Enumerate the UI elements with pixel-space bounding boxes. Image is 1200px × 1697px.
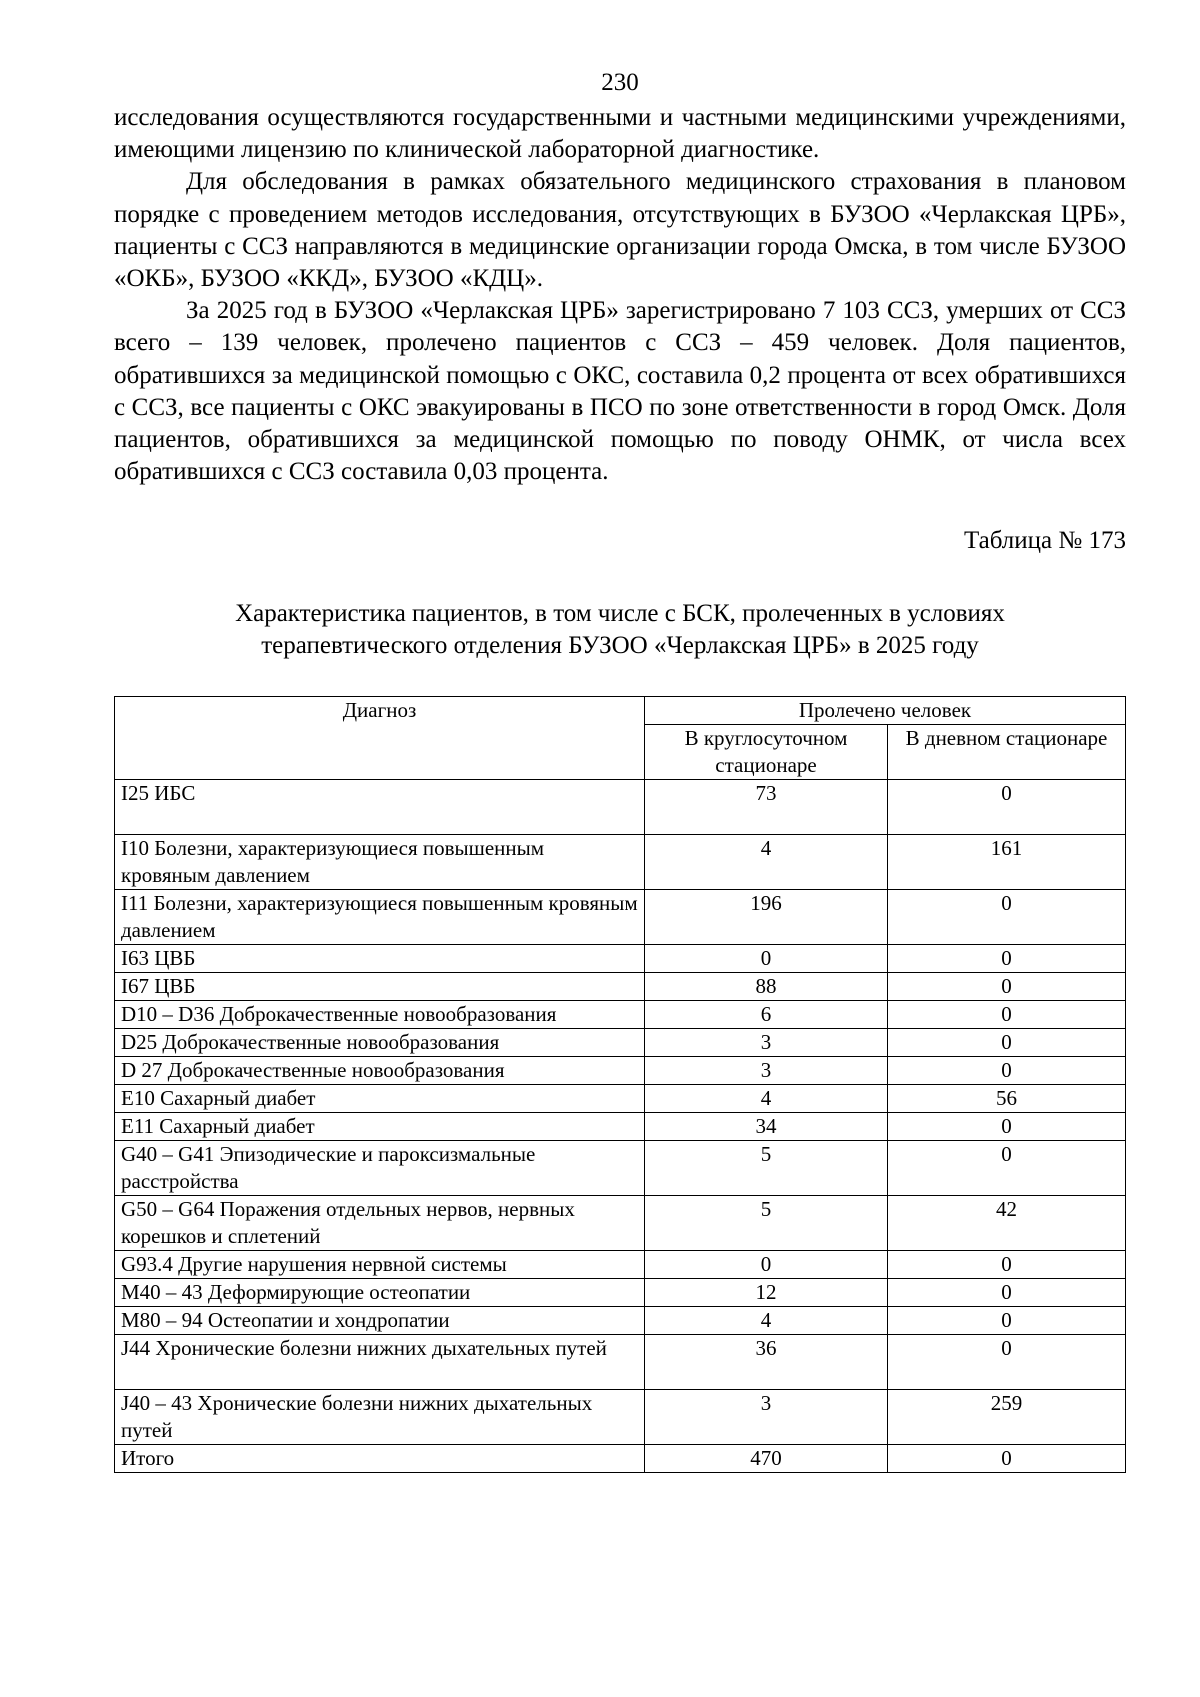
table-number: Таблица № 173 [963, 527, 1126, 555]
cell-round-clock: 12 [645, 1279, 888, 1307]
table-row [115, 1445, 1126, 1473]
cell-diagnosis: J44 Хронические болезни нижних дыхательных путей [115, 1335, 645, 1390]
cell-day: 0 [888, 1141, 1126, 1196]
cell-round-clock: 73 [645, 780, 888, 835]
table-row [115, 1085, 1126, 1113]
table-row [115, 945, 1126, 973]
table-row [115, 1251, 1126, 1279]
cell-diagnosis: I67 ЦВБ [115, 973, 645, 1001]
table-row [115, 780, 1126, 835]
cell-diagnosis: G50 – G64 Поражения отдельных нервов, нервных корешков и сплетений [115, 1196, 645, 1251]
paragraph-statistics: За 2025 год в БУЗОО «Черлакская ЦРБ» зарегистрировано 7 103 ССЗ, умерших от ССЗ всего – 139 человек, пролечено пациентов с ССЗ – 459 человек. Доля пациентов, обратившихся за медицинской помощью с ОКС, составила 0,2 процента от всех обратившихся с ССЗ, все пациенты с ОКС эвакуированы в ПСО по зоне ответственности в город Омск. Доля пациентов, обратившихся за медицинской помощью по поводу ОНМК, от числа всех обратившихся с ССЗ составила 0,03 процента. [114, 297, 1126, 486]
cell-round-clock: 5 [645, 1141, 888, 1196]
cell-round-clock: 196 [645, 890, 888, 945]
header-round-clock: В круглосуточном стационаре [645, 725, 888, 780]
cell-diagnosis: М80 – 94 Остеопатии и хондропатии [115, 1307, 645, 1335]
cell-round-clock: 6 [645, 1001, 888, 1029]
cell-round-clock: 470 [645, 1445, 888, 1473]
cell-round-clock: 88 [645, 973, 888, 1001]
cell-round-clock: 3 [645, 1029, 888, 1057]
cell-day: 0 [888, 1251, 1126, 1279]
cell-day: 0 [888, 1279, 1126, 1307]
cell-day: 42 [888, 1196, 1126, 1251]
table-title-line-1: Характеристика пациентов, в том числе с БСК, пролеченных в условиях [235, 600, 1005, 628]
table-row [115, 835, 1126, 890]
cell-day: 0 [888, 780, 1126, 835]
cell-round-clock: 3 [645, 1390, 888, 1445]
cell-day: 0 [888, 890, 1126, 945]
patients-table [114, 696, 1126, 1473]
cell-round-clock: 5 [645, 1196, 888, 1251]
cell-day: 161 [888, 835, 1126, 890]
table-row [115, 1057, 1126, 1085]
cell-round-clock: 4 [645, 835, 888, 890]
table-row [115, 1113, 1126, 1141]
cell-diagnosis: D25 Доброкачественные новообразования [115, 1029, 645, 1057]
cell-round-clock: 34 [645, 1113, 888, 1141]
header-treated: Пролечено человек [645, 697, 1126, 725]
paragraph-continuation: исследования осуществляются государственными и частными медицинскими учреждениями, имеющими лицензию по клинической лабораторной диагностике. [114, 104, 1126, 164]
table-row [115, 1335, 1126, 1390]
cell-diagnosis: Итого [115, 1445, 645, 1473]
cell-round-clock: 3 [645, 1057, 888, 1085]
cell-diagnosis: G93.4 Другие нарушения нервной системы [115, 1251, 645, 1279]
table-title [114, 598, 1126, 662]
table-row [115, 1390, 1126, 1445]
table-row [115, 1029, 1126, 1057]
cell-day: 56 [888, 1085, 1126, 1113]
cell-diagnosis: I11 Болезни, характеризующиеся повышенным кровяным давлением [115, 890, 645, 945]
cell-diagnosis: J40 – 43 Хронические болезни нижних дыхательных путей [115, 1390, 645, 1445]
cell-diagnosis: G40 – G41 Эпизодические и пароксизмальные расстройства [115, 1141, 645, 1196]
cell-day: 0 [888, 1113, 1126, 1141]
cell-diagnosis: I63 ЦВБ [115, 945, 645, 973]
table-row [115, 1279, 1126, 1307]
cell-round-clock: 0 [645, 1251, 888, 1279]
cell-diagnosis: Е10 Сахарный диабет [115, 1085, 645, 1113]
cell-round-clock: 0 [645, 945, 888, 973]
cell-round-clock: 4 [645, 1307, 888, 1335]
cell-round-clock: 4 [645, 1085, 888, 1113]
cell-day: 0 [888, 1307, 1126, 1335]
cell-diagnosis: М40 – 43 Деформирующие остеопатии [115, 1279, 645, 1307]
cell-day: 0 [888, 1445, 1126, 1473]
cell-round-clock: 36 [645, 1335, 888, 1390]
cell-diagnosis: D 27 Доброкачественные новообразования [115, 1057, 645, 1085]
cell-diagnosis: D10 – D36 Доброкачественные новообразования [115, 1001, 645, 1029]
cell-day: 0 [888, 945, 1126, 973]
cell-day: 0 [888, 1335, 1126, 1390]
cell-day: 0 [888, 1001, 1126, 1029]
table-title-line-2: терапевтического отделения БУЗОО «Черлакская ЦРБ» в 2025 году [261, 632, 979, 660]
header-day: В дневном стационаре [888, 725, 1126, 780]
table-row [115, 1001, 1126, 1029]
header-diagnosis: Диагноз [115, 697, 645, 780]
cell-diagnosis: I10 Болезни, характеризующиеся повышенным кровяным давлением [115, 835, 645, 890]
table-row [115, 973, 1126, 1001]
table-row [115, 1196, 1126, 1251]
page-number: 230 [601, 69, 639, 96]
cell-day: 0 [888, 1029, 1126, 1057]
paragraph-referral: Для обследования в рамках обязательного медицинского страхования в плановом порядке с проведением методов исследования, отсутствующих в БУЗОО «Черлакская ЦРБ», пациенты с ССЗ направляются в медицинские организации города Омска, в том числе БУЗОО «ОКБ», БУЗОО «ККД», БУЗОО «КДЦ». [114, 168, 1126, 293]
cell-day: 259 [888, 1390, 1126, 1445]
cell-diagnosis: Е11 Сахарный диабет [115, 1113, 645, 1141]
table-row [115, 1141, 1126, 1196]
cell-day: 0 [888, 973, 1126, 1001]
cell-diagnosis: I25 ИБС [115, 780, 645, 835]
table-row [115, 890, 1126, 945]
table-row [115, 1307, 1126, 1335]
cell-day: 0 [888, 1057, 1126, 1085]
table-body [115, 780, 1126, 1473]
